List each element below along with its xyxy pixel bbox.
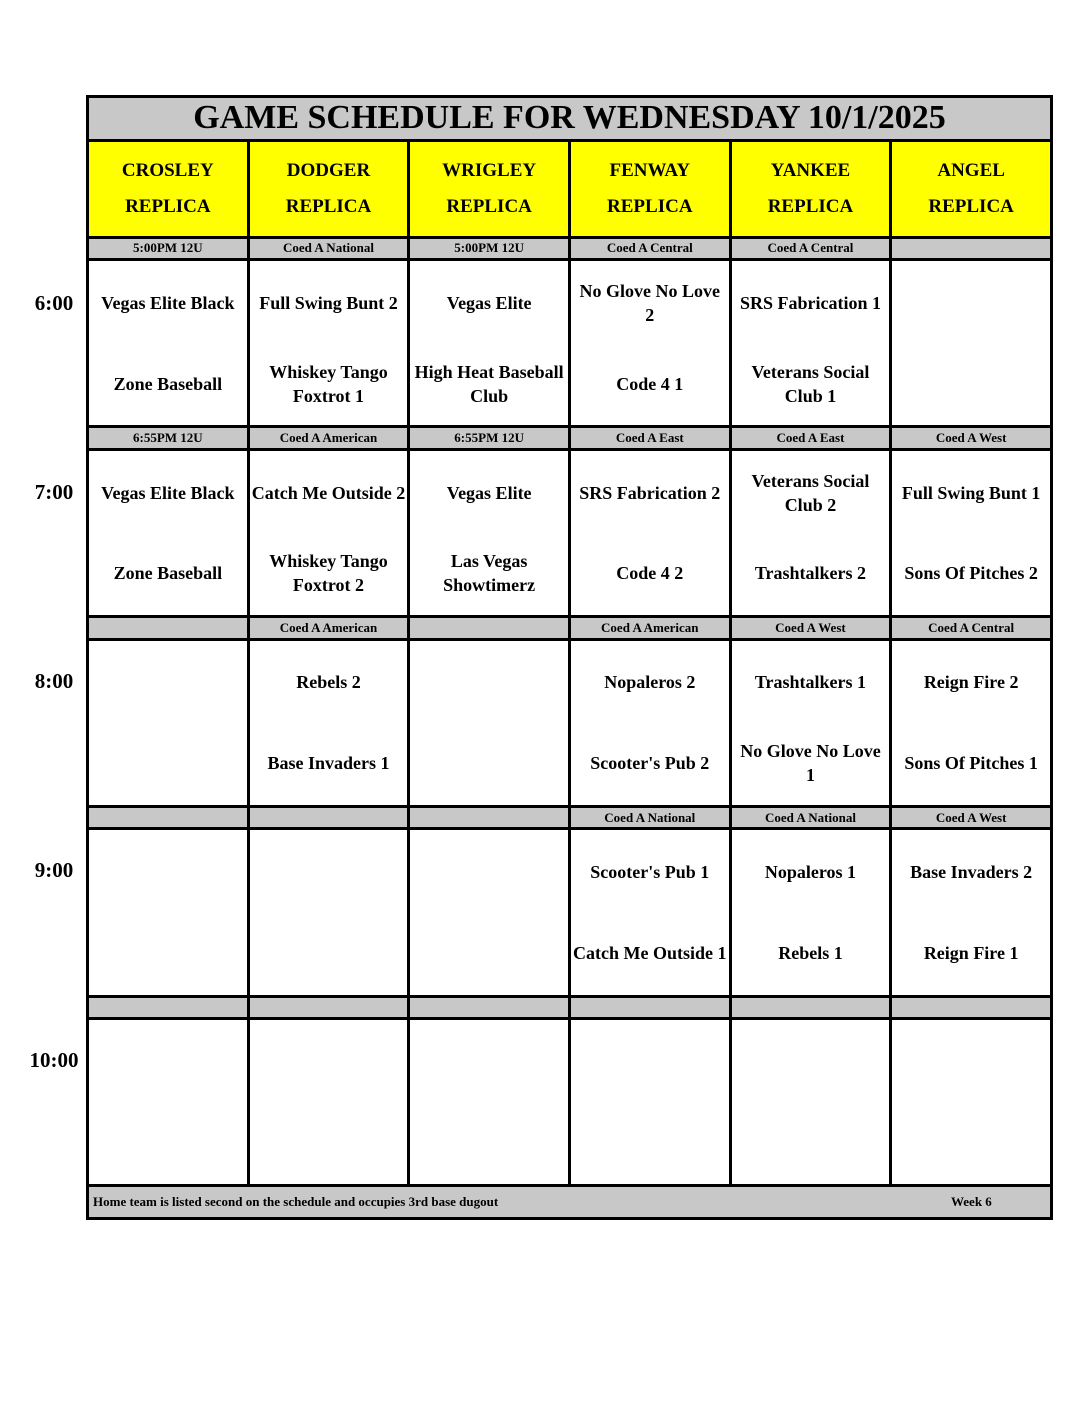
field-subtitle: REPLICA (285, 195, 372, 217)
game-cell (891, 639, 1052, 806)
division-label: Coed A West (891, 427, 1052, 449)
home-team: Zone Baseball (113, 373, 223, 394)
away-team (732, 1022, 890, 1103)
away-team (250, 832, 408, 913)
division-label (891, 237, 1052, 259)
game-cell (891, 260, 1052, 427)
week-label: Week 6 (951, 1194, 992, 1210)
division-label: Coed A National (569, 806, 730, 828)
home-team (892, 343, 1050, 424)
time-label: 9:00 (34, 858, 74, 882)
division-label (409, 806, 570, 828)
home-team (250, 1102, 408, 1183)
division-label: Coed A American (248, 427, 409, 449)
game-row (88, 829, 1052, 996)
home-team: No Glove No Love 1 (740, 740, 881, 785)
division-label: Coed A West (891, 806, 1052, 828)
game-cell (88, 829, 249, 996)
footer (88, 1186, 1052, 1219)
game-cell (409, 1019, 570, 1186)
field-header-fenway (569, 140, 730, 237)
away-team: Base Invaders 2 (910, 862, 1033, 883)
field-name: ANGEL (937, 159, 1005, 181)
division-label: Coed A Central (891, 617, 1052, 639)
home-team: Las Vegas Showtimerz (443, 551, 536, 596)
away-team: SRS Fabrication 2 (579, 482, 721, 503)
game-cell (891, 1019, 1052, 1186)
division-label (248, 996, 409, 1018)
schedule-table (86, 95, 1053, 1220)
away-team: Veterans Social Club 2 (751, 470, 870, 515)
division-label: 5:00PM 12U (88, 237, 249, 259)
division-label: Coed A East (569, 427, 730, 449)
home-team: Sons Of Pitches 1 (904, 752, 1038, 773)
away-team: Vegas Elite Black (101, 293, 235, 314)
away-team (892, 263, 1050, 344)
game-cell (248, 829, 409, 996)
time-label: 6:00 (34, 291, 74, 315)
division-row (88, 427, 1052, 449)
game-cell (88, 639, 249, 806)
away-team (89, 642, 247, 723)
field-header-crosley (88, 140, 249, 237)
division-label: Coed A Central (730, 237, 891, 259)
field-subtitle: REPLICA (928, 195, 1014, 217)
away-team: Trashtalkers 1 (754, 672, 867, 693)
division-label: 6:55PM 12U (88, 427, 249, 449)
footer-note: Home team is listed second on the schedule and occupies 3rd base dugout (93, 1194, 499, 1210)
field-name: DODGER (286, 159, 371, 181)
game-cell (730, 260, 891, 427)
game-cell (569, 449, 730, 616)
division-label (88, 806, 249, 828)
away-team (410, 832, 568, 913)
division-label (88, 617, 249, 639)
field-header-wrigley (409, 140, 570, 237)
away-team: Full Swing Bunt 2 (259, 293, 398, 314)
field-name: FENWAY (609, 159, 691, 181)
division-label: Coed A Central (569, 237, 730, 259)
away-team: Vegas Elite (446, 293, 532, 314)
division-label: Coed A American (248, 617, 409, 639)
away-team: Reign Fire 2 (923, 672, 1019, 693)
game-cell (891, 449, 1052, 616)
home-team: Whiskey Tango Foxtrot 1 (269, 361, 388, 406)
division-label (730, 996, 891, 1018)
home-team: Sons Of Pitches 2 (904, 563, 1038, 584)
game-cell (248, 1019, 409, 1186)
home-team: High Heat Baseball Club (414, 361, 564, 406)
field-name: CROSLEY (121, 159, 214, 181)
division-row (88, 996, 1052, 1018)
page-title: GAME SCHEDULE FOR WEDNESDAY 10/1/2025 (88, 97, 1052, 141)
home-team (732, 1102, 890, 1183)
game-cell (569, 260, 730, 427)
game-cell (569, 829, 730, 996)
division-row (88, 617, 1052, 639)
field-header-angel (891, 140, 1052, 237)
home-team (89, 912, 247, 993)
away-team (892, 1022, 1050, 1103)
game-cell (730, 829, 891, 996)
away-team: Rebels 2 (296, 672, 361, 693)
division-label: Coed A West (730, 617, 891, 639)
game-cell (409, 260, 570, 427)
game-cell (569, 1019, 730, 1186)
division-label (409, 996, 570, 1018)
division-label (409, 617, 570, 639)
game-cell (569, 639, 730, 806)
division-label (569, 996, 730, 1018)
home-team (89, 723, 247, 804)
away-team (89, 832, 247, 913)
game-cell (409, 449, 570, 616)
field-name: WRIGLEY (442, 159, 537, 181)
field-name: YANKEE (770, 159, 851, 181)
division-label: Coed A National (248, 237, 409, 259)
home-team (250, 912, 408, 993)
home-team (571, 1102, 729, 1183)
game-cell (248, 639, 409, 806)
game-row (88, 1019, 1052, 1186)
game-cell (248, 449, 409, 616)
away-team (410, 642, 568, 723)
field-header-dodger (248, 140, 409, 237)
home-team: Code 4 2 (616, 563, 684, 584)
division-label: Coed A East (730, 427, 891, 449)
home-team: Trashtalkers 2 (754, 563, 867, 584)
home-team (410, 723, 568, 804)
away-team: Nopaleros 2 (604, 672, 696, 693)
game-cell (891, 829, 1052, 996)
field-subtitle: REPLICA (125, 195, 211, 217)
field-subtitle: REPLICA (767, 195, 854, 217)
away-team: No Glove No Love 2 (579, 281, 721, 326)
division-label: Coed A National (730, 806, 891, 828)
home-team: Whiskey Tango Foxtrot 2 (269, 551, 388, 596)
game-cell (88, 1019, 249, 1186)
game-cell (730, 1019, 891, 1186)
away-team (250, 1022, 408, 1103)
home-team (410, 1102, 568, 1183)
home-team: Code 4 1 (616, 373, 684, 394)
home-team: Base Invaders 1 (267, 752, 390, 773)
time-label: 8:00 (34, 669, 74, 693)
home-team (410, 912, 568, 993)
away-team: Nopaleros 1 (764, 862, 857, 883)
game-cell (88, 260, 249, 427)
game-cell (730, 449, 891, 616)
game-row (88, 449, 1052, 616)
home-team: Veterans Social Club 1 (751, 361, 870, 406)
division-label: 6:55PM 12U (409, 427, 570, 449)
game-cell (248, 260, 409, 427)
field-header-yankee (730, 140, 891, 237)
division-row (88, 237, 1052, 259)
home-team: Scooter's Pub 2 (590, 752, 710, 773)
game-row (88, 639, 1052, 806)
division-label (88, 996, 249, 1018)
game-row (88, 260, 1052, 427)
away-team: Catch Me Outside 2 (251, 482, 406, 503)
time-label: 10:00 (29, 1048, 79, 1072)
away-team: Vegas Elite Black (101, 482, 235, 503)
home-team: Zone Baseball (113, 563, 223, 584)
away-team (571, 1022, 729, 1103)
away-team: Scooter's Pub 1 (590, 862, 710, 883)
field-subtitle: REPLICA (607, 195, 693, 217)
home-team (892, 1102, 1050, 1183)
home-team: Rebels 1 (778, 942, 843, 963)
away-team: Vegas Elite (446, 482, 532, 503)
away-team: Full Swing Bunt 1 (901, 482, 1041, 503)
division-label: 5:00PM 12U (409, 237, 570, 259)
division-row (88, 806, 1052, 828)
away-team (410, 1022, 568, 1103)
game-cell (409, 829, 570, 996)
game-cell (730, 639, 891, 806)
game-cell (409, 639, 570, 806)
time-label: 7:00 (34, 480, 74, 504)
away-team (89, 1022, 247, 1103)
field-subtitle: REPLICA (446, 195, 532, 217)
home-team: Catch Me Outside 1 (573, 942, 727, 963)
home-team (89, 1102, 247, 1183)
division-label (248, 806, 409, 828)
game-cell (88, 449, 249, 616)
away-team: SRS Fabrication 1 (739, 293, 881, 314)
home-team: Reign Fire 1 (923, 942, 1019, 963)
division-label (891, 996, 1052, 1018)
division-label: Coed A American (569, 617, 730, 639)
